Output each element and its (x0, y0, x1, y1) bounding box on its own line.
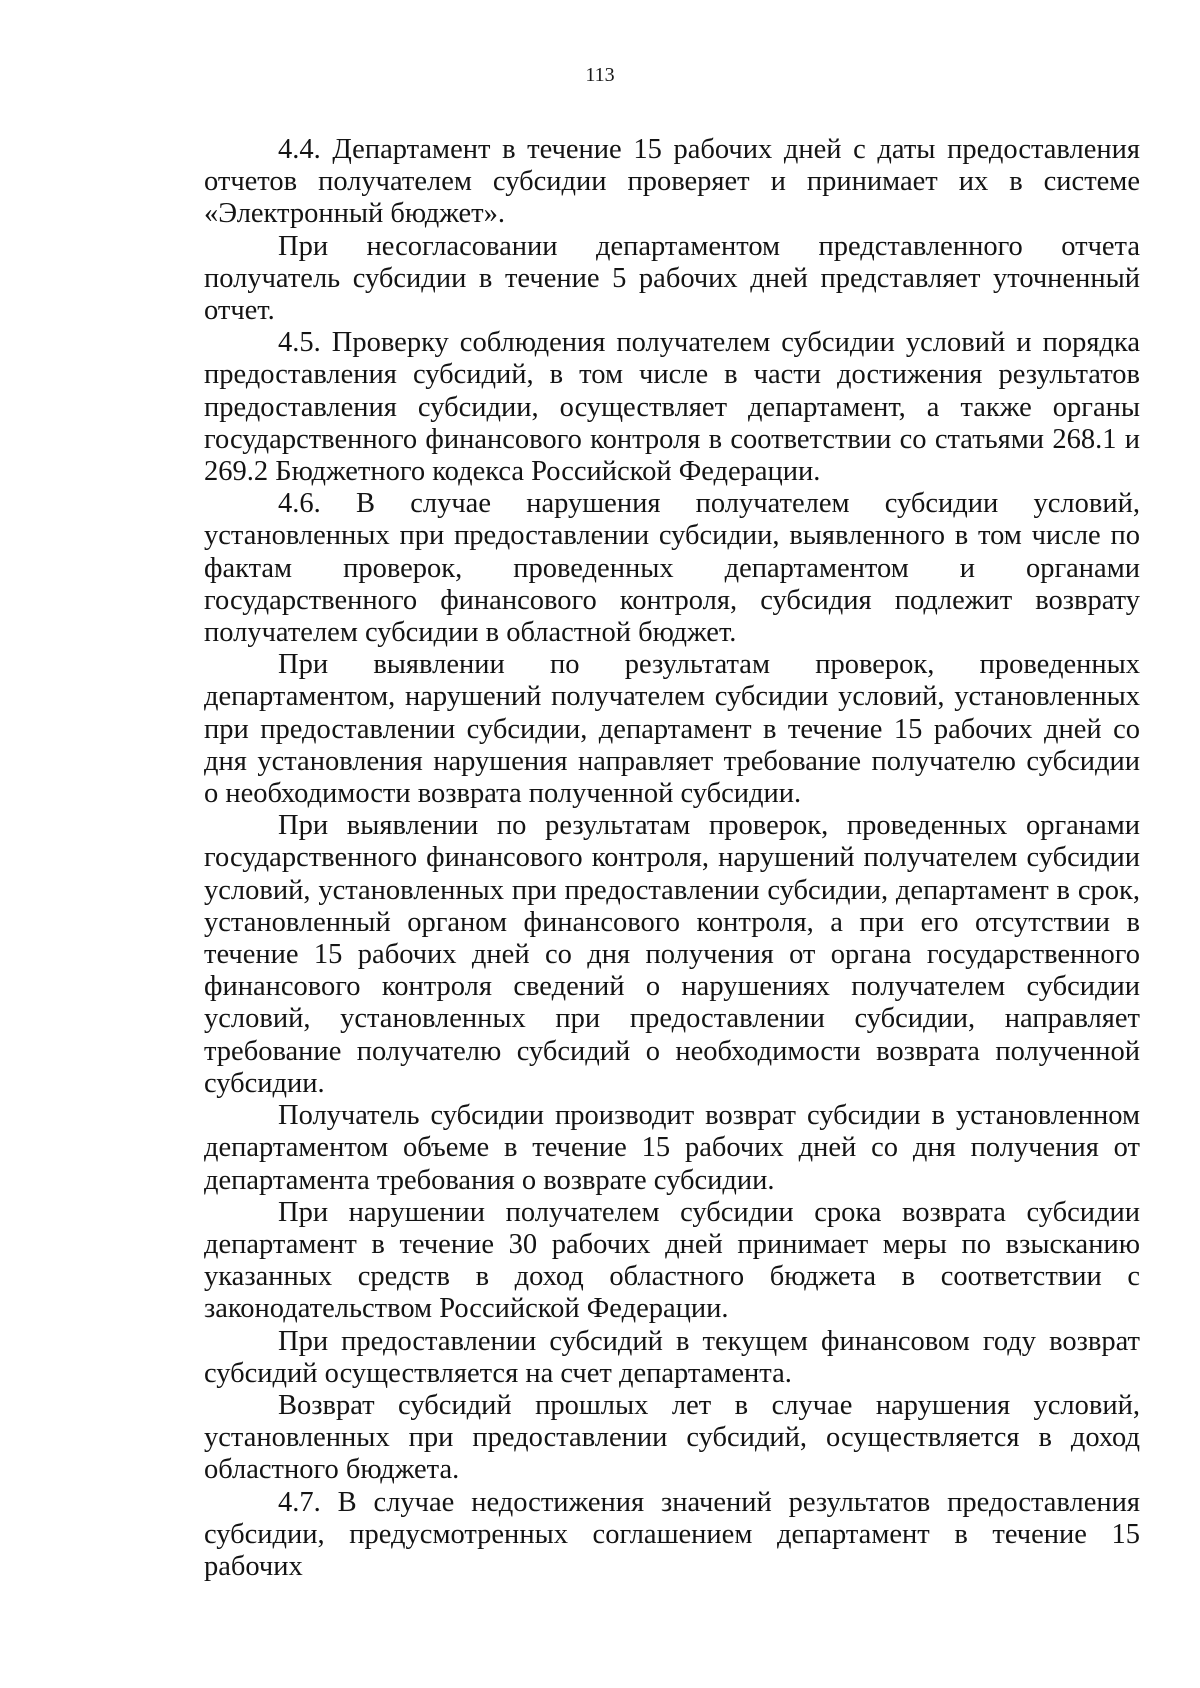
paragraph-recipient-return: Получатель субсидии производит возврат субсидии в установленном департаментом объеме в течение 15 рабочих дней со дня получения от департамента требования о возврате субсидии. (204, 1100, 1140, 1196)
document-body (204, 134, 1140, 1583)
paragraph-past-years-return: Возврат субсидий прошлых лет в случае нарушения условий, установленных при предоставлении субсидий, осуществляется в доход областного бюджета. (204, 1389, 1140, 1486)
paragraph-department-audit: При выявлении по результатам проверок, проведенных департаментом, нарушений получателем субсидии условий, установленных при предоставлении субсидии, департамент в течение 15 рабочих дней со дня установления нарушения направляет требование получателю субсидии о необходимости возврата полученной субсидии. (204, 649, 1140, 810)
page-number: 113 (585, 64, 615, 86)
paragraph-return-deadline-violation: При нарушении получателем субсидии срока возврата субсидии департамент в течение 30 рабочих дней принимает меры по взысканию указанных средств в доход областного бюджета в соответствии с законодательством Российской Федерации. (204, 1196, 1140, 1325)
paragraph-report-disagreement: При несогласовании департаментом представленного отчета получатель субсидии в течение 5 рабочих дней представляет уточненный отчет. (204, 230, 1140, 327)
paragraph-state-control-audit: При выявлении по результатам проверок, проведенных органами государственного финансового контроля, нарушений получателем субсидии условий, установленных при предоставлении субсидии, департамент в срок, установленный органом финансового контроля, а при его отсутствии в течение 15 рабочих дней со дня получения от органа государственного финансового контроля сведений о нарушениях получателем субсидии условий, установленных при предоставлении субсидии, направляет требование получателю субсидий о необходимости возврата полученной субсидии. (204, 810, 1140, 1099)
paragraph-4-5: 4.5. Проверку соблюдения получателем субсидии условий и порядка предоставления субсидий, в том числе в части достижения результатов предоставления субсидии, осуществляет департамент, а также органы государственного финансового контроля в соответствии со статьями 268.1 и 269.2 Бюджетного кодекса Российской Федерации. (204, 327, 1140, 488)
paragraph-current-year-return: При предоставлении субсидий в текущем финансовом году возврат субсидий осуществляется на счет департамента. (204, 1325, 1140, 1389)
paragraph-4-4: 4.4. Департамент в течение 15 рабочих дней с даты предоставления отчетов получателем субсидии проверяет и принимает их в системе «Электронный бюджет». (204, 134, 1140, 230)
paragraph-4-7: 4.7. В случае недостижения значений результатов предоставления субсидии, предусмотренных соглашением департамент в течение 15 рабочих (204, 1486, 1140, 1582)
paragraph-4-6: 4.6. В случае нарушения получателем субсидии условий, установленных при предоставлении субсидии, выявленного в том числе по фактам проверок, проведенных департаментом и органами государственного финансового контроля, субсидия подлежит возврату получателем субсидии в областной бюджет. (204, 488, 1140, 649)
